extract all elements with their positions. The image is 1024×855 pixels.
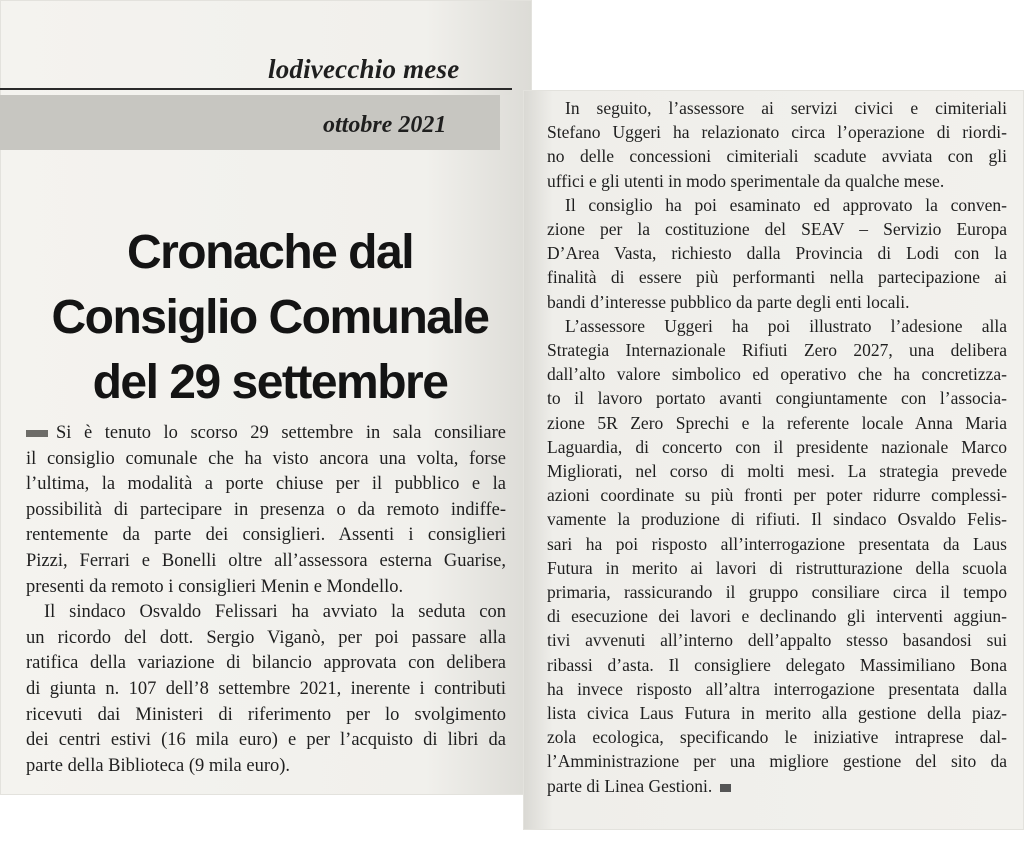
article-end-marker <box>720 784 731 792</box>
text-line: finalità di essere più performanti nella partecipazione ai <box>547 267 1007 288</box>
article-paragraph <box>547 96 1007 193</box>
text-line: no delle concessioni cimiteriali scadute avviata con gli <box>547 146 1007 167</box>
text-line: Pizzi, Ferrari e Bonelli oltre all’assessora esterna Guarise, <box>26 550 506 571</box>
text-line: azioni coordinate su più fronti per poter ridurre complessi- <box>547 485 1007 506</box>
article-paragraph <box>26 600 506 779</box>
text-line: Il consiglio ha poi esaminato ed approvato la conven- <box>565 194 1007 215</box>
text-line: rentemente da parte dei consiglieri. Assenti i consiglieri <box>26 525 506 546</box>
text-line: ricevuti dai Ministeri di riferimento per lo svolgimento <box>26 704 506 725</box>
headline-line: Consiglio Comunale <box>51 291 489 345</box>
text-line: Futura in merito ai lavori di ristrutturazione della scuola <box>547 557 1007 578</box>
article-start-marker <box>26 430 48 437</box>
issue-date: ottobre 2021 <box>323 112 447 138</box>
text-line: dall’alto valore simbolico ed operativo che ha concretizza- <box>547 364 1007 385</box>
text-line: possibilità di partecipare in presenza o da remoto indiffe- <box>26 499 506 520</box>
text-line: parte della Biblioteca (9 mila euro). <box>26 755 291 776</box>
text-line: to il lavoro portato avanti congiuntamente con l’associa- <box>547 388 1007 409</box>
text-line: In seguito, l’assessore ai servizi civici e cimiteriali <box>565 98 1007 118</box>
text-line: lista civica Laus Futura in merito alla gestione della piaz- <box>547 703 1007 724</box>
text-line: Migliorati, nel corso di molti mesi. La strategia prevede <box>547 461 1007 482</box>
left-article-column <box>26 421 506 779</box>
text-line: parte di Linea Gestioni. <box>547 774 1007 798</box>
text-line: Laguardia, di concerto con il presidente nazionale Marco <box>547 436 1007 457</box>
text-line: uffici e gli utenti in modo sperimentale da qualche mese. <box>547 170 945 191</box>
text-line: D’Area Vasta, richiesto dalla Provincia di Lodi con la <box>547 243 1007 264</box>
text-line: L’assessore Uggeri ha poi illustrato l’adesione alla <box>565 315 1007 336</box>
article-paragraph <box>547 193 1007 314</box>
article-paragraph <box>26 421 506 600</box>
headline-line: del 29 settembre <box>92 356 448 410</box>
text-line: ribassi d’asta. Il consigliere delegato Massimiliano Bona <box>547 654 1007 675</box>
text-line: ha invece risposto all’altra interrogazione presentata dalla <box>547 678 1007 699</box>
text-line: di giunta n. 107 dell’8 settembre 2021, inerente i contributi <box>26 678 506 699</box>
text-line: Il sindaco Osvaldo Felissari ha avviato la seduta con <box>44 602 506 623</box>
text-line: un ricordo del dott. Sergio Viganò, per poi passare alla <box>26 627 506 648</box>
masthead-rule <box>0 88 512 90</box>
text-line: presenti da remoto i consiglieri Menin e Mondello. <box>26 576 404 597</box>
text-line: zione 5R Zero Sprechi e la referente locale Anna Maria <box>547 412 1007 433</box>
text-line: di esecuzione dei lavori e declinando gli interventi aggiun- <box>547 606 1007 627</box>
text-line: vamente la produzione di rifiuti. Il sindaco Osvaldo Felis- <box>547 509 1007 530</box>
text-line: l’ultima, la modalità a porte chiuse per il pubblico e la <box>26 474 506 495</box>
text-line: il consiglio comunale che ha visto ancora una volta, forse <box>26 448 506 469</box>
text-line: primaria, rassicurando il gruppo consiliare circa il tempo <box>547 582 1007 603</box>
headline <box>20 220 520 415</box>
text-line: zola ecologica, specificando le iniziative intraprese dal- <box>547 727 1007 748</box>
text-line: Strategia Internazionale Rifiuti Zero 2027, una delibera <box>547 340 1007 361</box>
text-line: bandi d’interesse pubblico da parte degli enti locali. <box>547 291 910 312</box>
text-line: tivi avvenuti all’interno dell’appalto stesso basandosi sui <box>547 630 1007 651</box>
text-line: l’Amministrazione per una migliore gestione del sito da <box>547 751 1007 772</box>
text-line: sari ha poi risposto all’interrogazione presentata da Laus <box>547 533 1007 554</box>
text-line: ratifica della variazione di bilancio approvata con delibera <box>26 653 506 674</box>
text-line: zione per la costituzione del SEAV – Servizio Europa <box>547 219 1007 240</box>
masthead: lodivecchio mese <box>268 54 460 84</box>
text-line: Stefano Uggeri ha relazionato circa l’operazione di riordi- <box>547 122 1007 143</box>
text-line: dei centri estivi (16 mila euro) e per l’acquisto di libri da <box>26 730 506 751</box>
right-article-column <box>547 96 1007 798</box>
text-line: Si è tenuto lo scorso 29 settembre in sala consiliare <box>26 421 506 447</box>
headline-line: Cronache dal <box>126 226 414 280</box>
article-paragraph <box>547 314 1007 798</box>
